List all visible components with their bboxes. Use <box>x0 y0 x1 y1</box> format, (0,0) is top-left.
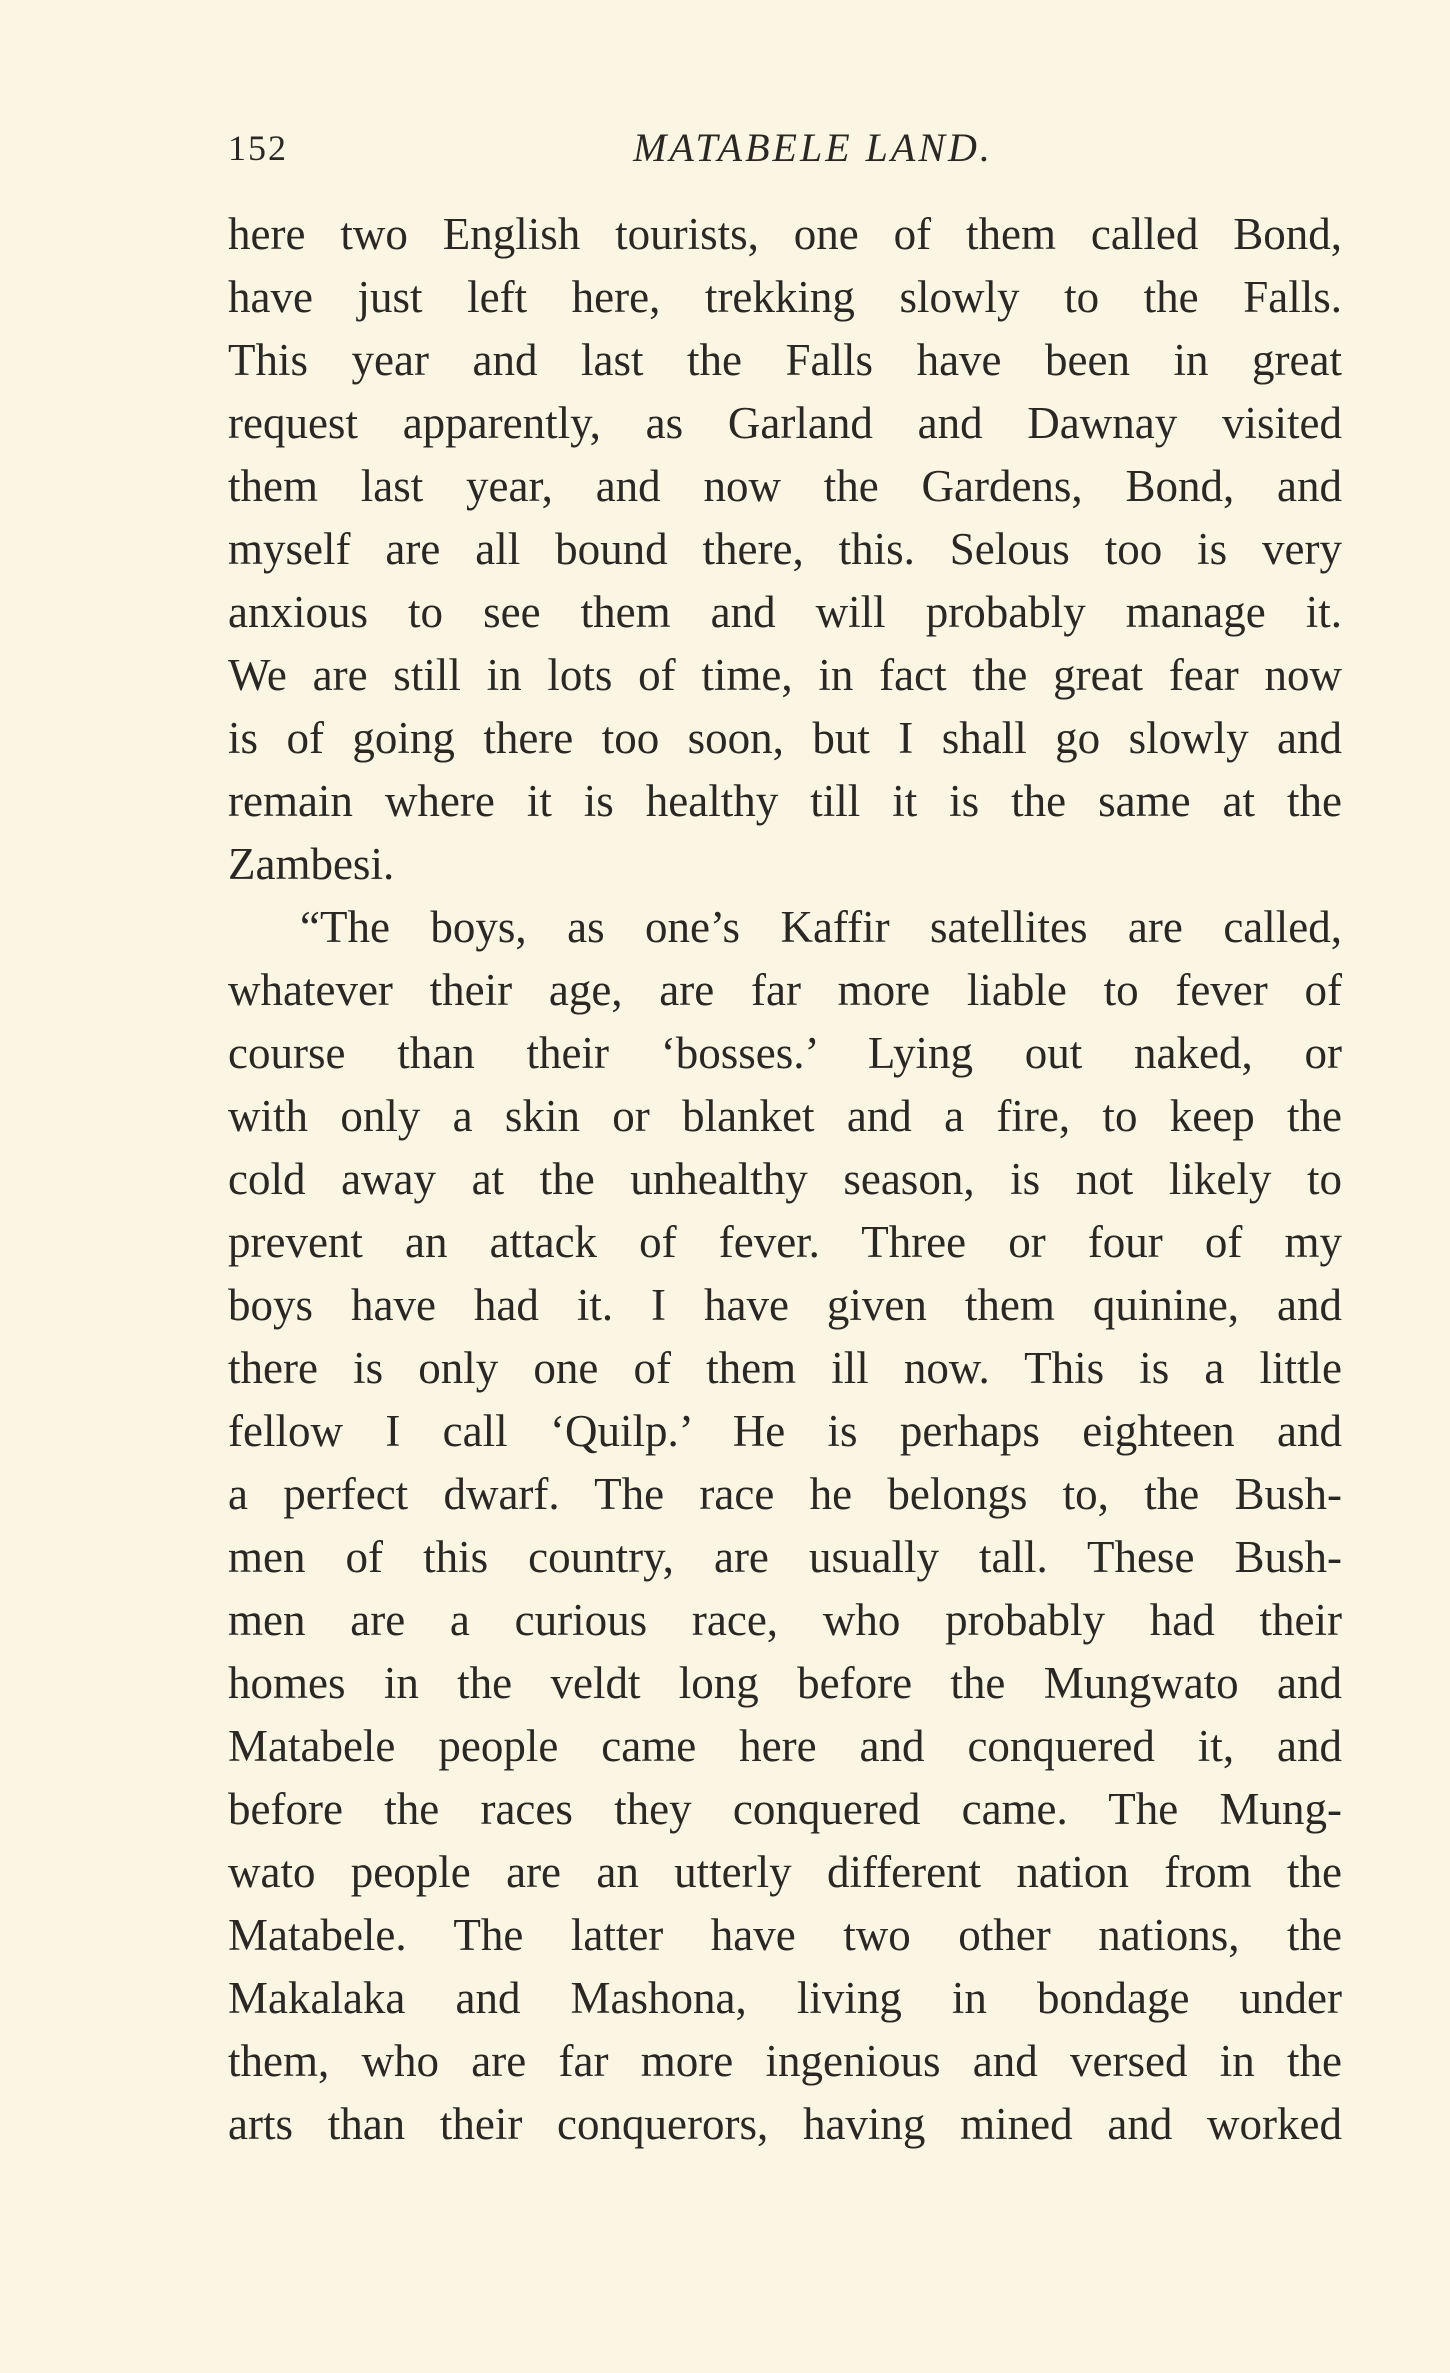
text-line: anxious to see them and will probably manage it. <box>228 587 1342 637</box>
text-line: whatever their age, are far more liable to fever of <box>228 965 1342 1015</box>
text-line: wato people are an utterly different nation from the <box>228 1847 1342 1897</box>
text-line: Makalaka and Mashona, living in bondage under <box>228 1973 1342 2023</box>
text-line: a perfect dwarf. The race he belongs to, the Bush- <box>228 1469 1342 1519</box>
text-line: Matabele people came here and conquered it, and <box>228 1721 1342 1771</box>
text-line: Zambesi. <box>228 839 395 889</box>
text-line: homes in the veldt long before the Mungwato and <box>228 1658 1342 1708</box>
text-line: We are still in lots of time, in fact the great fear now <box>228 650 1342 700</box>
text-line: with only a skin or blanket and a fire, to keep the <box>228 1091 1342 1141</box>
text-line: men of this country, are usually tall. These Bush- <box>228 1532 1342 1582</box>
text-line: This year and last the Falls have been in great <box>228 335 1342 385</box>
text-line: Matabele. The latter have two other nations, the <box>228 1910 1342 1960</box>
running-title: MATABELE LAND. <box>633 125 993 170</box>
body-text <box>228 203 1342 2156</box>
page-number: 152 <box>228 128 288 168</box>
text-line: prevent an attack of fever. Three or four of my <box>228 1217 1342 1267</box>
text-line: arts than their conquerors, having mined and worked <box>228 2099 1342 2149</box>
text-line: request apparently, as Garland and Dawnay visited <box>228 398 1342 448</box>
text-line: there is only one of them ill now. This is a little <box>228 1343 1342 1393</box>
text-line: myself are all bound there, this. Selous too is very <box>228 524 1342 574</box>
text-line: cold away at the unhealthy season, is not likely to <box>228 1154 1342 1204</box>
text-line: them, who are far more ingenious and versed in the <box>228 2036 1342 2086</box>
text-line: “The boys, as one’s Kaffir satellites are called, <box>300 902 1342 952</box>
text-line: boys have had it. I have given them quinine, and <box>228 1280 1342 1330</box>
text-line: before the races they conquered came. The Mung- <box>228 1784 1342 1834</box>
text-line: here two English tourists, one of them called Bond, <box>228 209 1342 259</box>
text-line: course than their ‘bosses.’ Lying out naked, or <box>228 1028 1342 1078</box>
text-line: remain where it is healthy till it is the same at the <box>228 776 1342 826</box>
text-line: them last year, and now the Gardens, Bond, and <box>228 461 1342 511</box>
text-line: have just left here, trekking slowly to the Falls. <box>228 272 1342 322</box>
running-head <box>228 118 1348 178</box>
text-line: fellow I call ‘Quilp.’ He is perhaps eighteen and <box>228 1406 1342 1456</box>
text-line: men are a curious race, who probably had their <box>228 1595 1342 1645</box>
text-line: is of going there too soon, but I shall go slowly and <box>228 713 1342 763</box>
